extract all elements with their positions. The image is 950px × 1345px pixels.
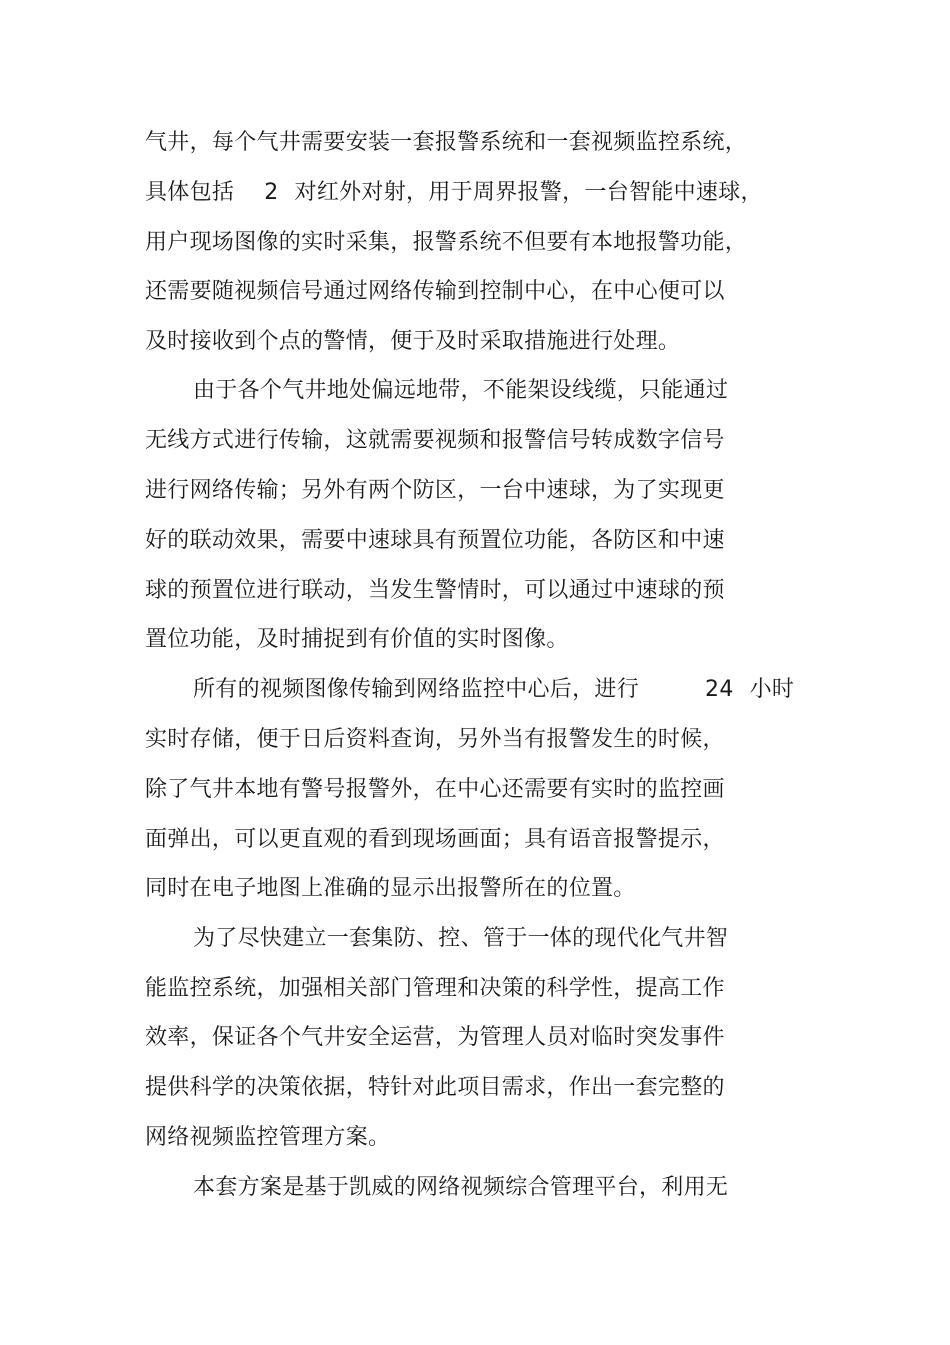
text-line: 同时在电子地图上准确的显示出报警所在的位置。 [145, 876, 636, 901]
paragraph-first-line: 本套方案是基于凯威的网络视频综合管理平台，利用无 [193, 1175, 729, 1200]
text-segment: 所有的视频图像传输到网络监控中心后，进行 [193, 677, 640, 702]
text-line: 网络视频监控管理方案。 [145, 1125, 391, 1150]
text-line: 进行网络传输；另外有两个防区，一台中速球，为了实现更 [145, 478, 725, 503]
paragraph-first-line: 为了尽快建立一套集防、控、管于一体的现代化气井智 [193, 926, 729, 951]
text-line: 实时存储，便于日后资料查询，另外当有报警发生的时候， [145, 727, 725, 752]
text-line: 气井，每个气井需要安装一套报警系统和一套视频监控系统， [145, 130, 748, 155]
text-line: 置位功能，及时捕捉到有价值的实时图像。 [145, 627, 569, 652]
text-segment: 具体包括 [145, 180, 235, 205]
text-segment: 小时 [749, 677, 795, 702]
text-line: 除了气井本地有警号报警外，在中心还需要有实时的监控画 [145, 777, 725, 802]
text-number: 24 [705, 677, 734, 702]
text-line: 面弹出，可以更直观的看到现场画面；具有语音报警提示， [145, 827, 725, 852]
text-line: 能监控系统，加强相关部门管理和决策的科学性，提高工作 [145, 976, 725, 1001]
text-line: 无线方式进行传输，这就需要视频和报警信号转成数字信号 [145, 428, 725, 453]
text-segment: 对红外对射，用于周界报警，一台智能中速球， [294, 180, 763, 205]
text-number: 2 [264, 180, 279, 205]
text-line: 还需要随视频信号通过网络传输到控制中心，在中心便可以 [145, 279, 725, 304]
paragraph-first-line: 由于各个气井地处偏远地带，不能架设线缆，只能通过 [193, 378, 729, 403]
text-line: 提供科学的决策依据，特针对此项目需求，作出一套完整的 [145, 1075, 725, 1100]
text-line: 效率，保证各个气井安全运营，为管理人员对临时突发事件 [145, 1025, 725, 1050]
text-line: 及时接收到个点的警情，便于及时采取措施进行处理。 [145, 329, 681, 354]
text-line: 好的联动效果，需要中速球具有预置位功能，各防区和中速 [145, 528, 725, 553]
text-line [145, 178, 763, 208]
paragraph-first-line [193, 675, 794, 705]
text-line: 球的预置位进行联动，当发生警情时，可以通过中速球的预 [145, 578, 725, 603]
text-line: 用户现场图像的实时采集，报警系统不但要有本地报警功能， [145, 230, 748, 255]
